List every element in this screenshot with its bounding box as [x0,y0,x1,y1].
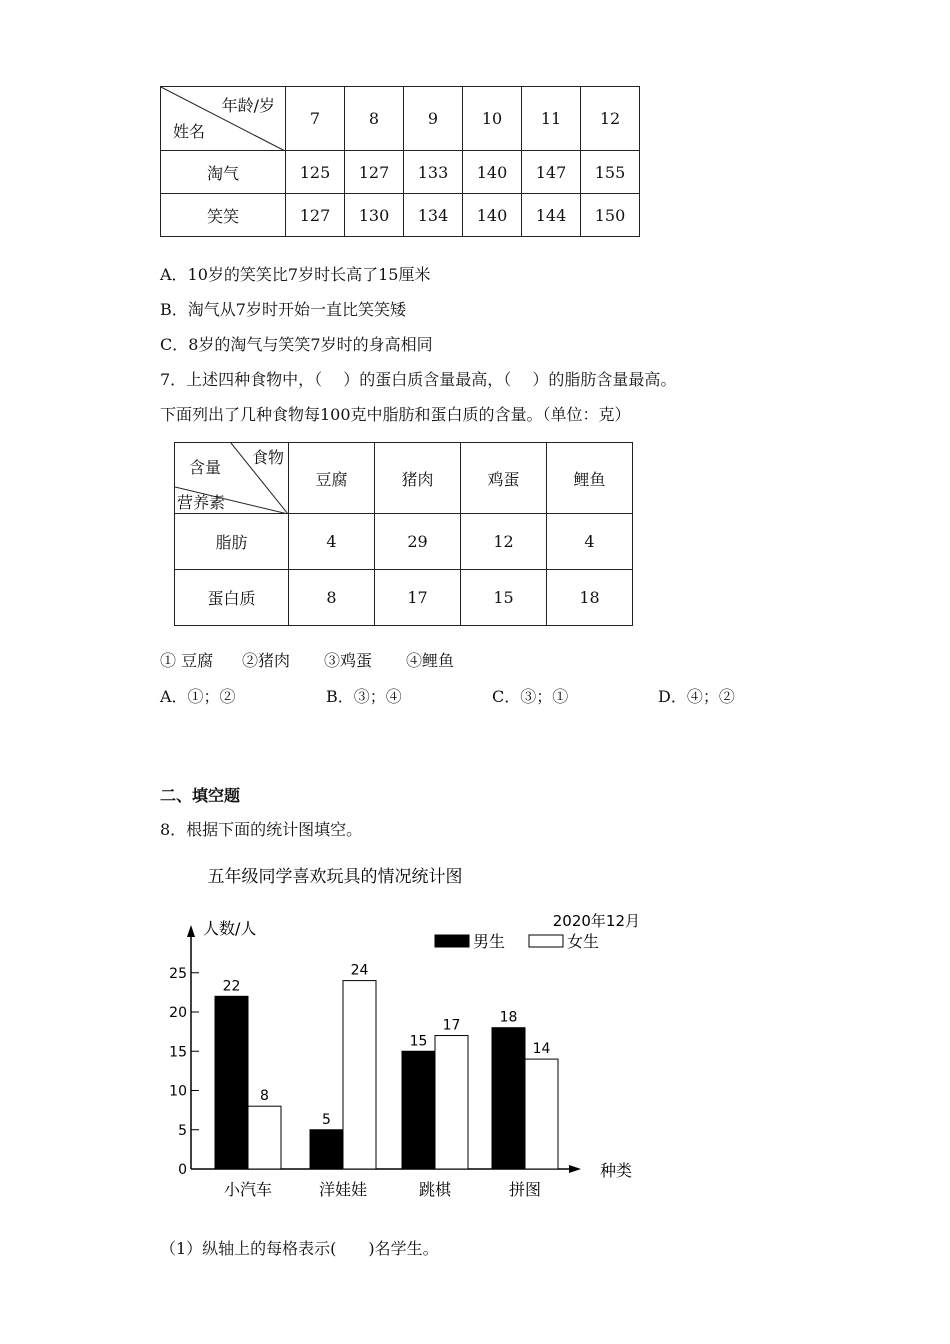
y-tick-label: 5 [178,1122,187,1139]
table-cell: 8 [289,570,375,626]
bar [435,1036,468,1169]
choice-d: D．④；② [658,687,735,706]
table-row [175,570,633,626]
food-items [160,648,454,671]
choice-a: A．①；② [160,687,236,706]
table-cell: 140 [463,151,522,194]
chart-date: 2020年12月 [552,912,640,930]
choice-b: B．③；④ [326,687,402,706]
age-cell: 10 [463,87,522,151]
data-label: 14 [532,1041,551,1058]
legend-label: 女生 [567,932,600,951]
table-cell: 130 [345,194,404,237]
table2-corner-header [175,443,289,514]
table-cell: 127 [286,194,345,237]
y-axis-label: 人数/人 [203,919,257,938]
x-tick-label: 跳棋 [418,1180,452,1199]
x-axis-arrow [569,1165,581,1173]
data-label: 24 [350,962,369,979]
food-cell: 鸡蛋 [461,443,547,514]
y-tick-label: 20 [169,1005,187,1021]
y-tick-label: 0 [178,1162,187,1178]
food-cell: 鲤鱼 [547,443,633,514]
row-name: 脂肪 [175,514,289,570]
section-title: 二、填空题 [160,786,241,805]
table-cell: 144 [522,194,581,237]
bar [525,1059,558,1169]
data-label: 18 [499,1009,518,1026]
x-tick-label: 拼图 [508,1180,542,1199]
chart-bars [215,963,558,1199]
height-table [160,86,640,237]
table-row [161,194,640,237]
x-axis-label: 种类 [600,1161,633,1180]
option-a: A．10岁的笑笑比7岁时长高了15厘米 [160,265,431,284]
y-tick-label: 15 [169,1044,187,1061]
food-item: ④鲤鱼 [406,651,455,670]
table-cell: 155 [581,151,640,194]
nutrition-table [174,442,633,626]
table-row [161,151,640,194]
age-cell: 12 [581,87,640,151]
question-7: 7．上述四种食物中，（ ）的蛋白质含量最高，（ ）的脂肪含量最高。 [160,370,677,389]
data-label: 17 [442,1017,461,1034]
row-name: 笑笑 [161,194,286,237]
table-cell: 134 [404,194,463,237]
table-cell: 15 [461,570,547,626]
header-content-label: 含量 [189,458,222,477]
legend-swatch [435,935,469,947]
table1-corner-header [161,87,286,151]
table-cell: 18 [547,570,633,626]
y-tick-label: 10 [169,1083,187,1100]
food-item: ③鸡蛋 [324,651,373,670]
age-cell: 11 [522,87,581,151]
age-cell: 7 [286,87,345,151]
table-cell: 125 [286,151,345,194]
x-tick-label: 小汽车 [223,1180,273,1199]
bar [310,1130,343,1169]
table-cell: 140 [463,194,522,237]
bar [492,1028,525,1169]
table-cell: 150 [581,194,640,237]
table-cell: 17 [375,570,461,626]
food-item: ②猪肉 [242,651,291,670]
bar [402,1051,435,1169]
data-label: 8 [260,1088,269,1105]
food-cell: 豆腐 [289,443,375,514]
legend-swatch [529,935,563,947]
option-b: B．淘气从7岁时开始一直比笑笑矮 [160,300,406,319]
table-cell: 4 [289,514,375,570]
q7-choices [160,684,735,707]
question-8: 8．根据下面的统计图填空。 [160,820,363,839]
bar-chart [165,855,665,1215]
question-7-intro: 下面列出了几种食物每100克中脂肪和蛋白质的含量。（单位：克） [160,405,631,424]
x-tick-label: 洋娃娃 [318,1180,368,1199]
age-cell: 9 [404,87,463,151]
food-cell: 猪肉 [375,443,461,514]
table-cell: 133 [404,151,463,194]
question-8-sub1: （1）纵轴上的每格表示( )名学生。 [160,1239,439,1258]
food-item: ① 豆腐 [160,651,214,670]
header-food-label: 食物 [251,448,284,467]
chart-legend [435,932,599,951]
bar [343,981,376,1169]
header-age-label: 年龄/岁 [221,96,275,115]
bar [215,996,248,1169]
table-cell: 12 [461,514,547,570]
row-name: 蛋白质 [175,570,289,626]
header-nutrient-label: 营养素 [177,493,226,512]
data-label: 5 [322,1111,331,1128]
table-cell: 4 [547,514,633,570]
data-label: 15 [409,1033,428,1050]
legend-label: 男生 [473,932,506,951]
data-label: 22 [222,978,241,995]
table-row [175,514,633,570]
bar [248,1106,281,1169]
table-cell: 147 [522,151,581,194]
table-cell: 29 [375,514,461,570]
row-name: 淘气 [161,151,286,194]
option-c: C．8岁的淘气与笑笑7岁时的身高相同 [160,335,433,354]
table-cell: 127 [345,151,404,194]
y-axis-arrow [187,925,195,937]
choice-c: C．③；① [492,687,569,706]
header-name-label: 姓名 [173,122,206,141]
chart-title: 五年级同学喜欢玩具的情况统计图 [207,867,463,887]
age-cell: 8 [345,87,404,151]
y-tick-label: 25 [169,965,187,982]
